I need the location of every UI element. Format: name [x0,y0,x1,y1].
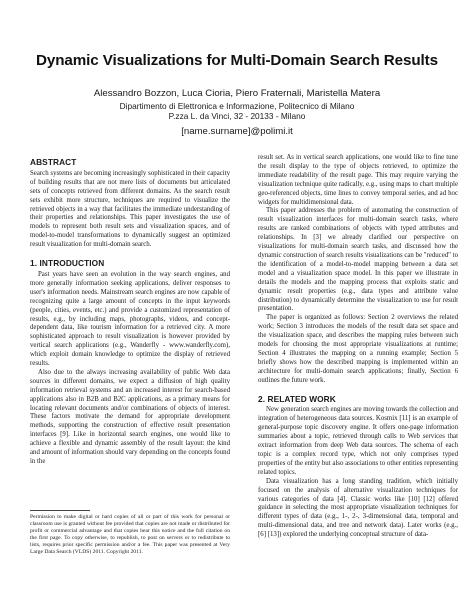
abstract-heading: ABSTRACT [30,157,77,167]
email: [name.surname]@polimi.it [181,126,293,137]
related-work-paragraph-2: Data visualization has a long standing tradition, which initially focused on the analysis of alternative visualization techniques for various categories of data [4]. Classic works like [10] [12] offered guidance in selecting the most appropriate visualization techniques for different types of data (e.g., 1-, 2-, 3-dimensional data, temporal and multi-dimensional data, and tree and network data). Later works (e.g., [6] [13]) explored the underlying conceptual structure of data- [258,477,458,539]
introduction-paragraph-2: Also due to the always increasing availability of public Web data sources in different domains, we expect a diffusion of high quality information retrieval systems and an increased interest for search-based applications also in B2B and B2C applications, as a primary means for locating relevant documents and/or combinations of objects of interest. These factors motivate the demand for appropriate development methods, supporting the construction of effective result presentation interfaces [9]. Like in horizontal search engines, one would like to achieve a flexible and dynamic assembly of the result layout: the kind and amount of information should vary depending on the concepts found in the [30,368,230,465]
affiliation-line-2: P.zza L. da Vinci, 32 - 20133 - Milano [168,111,306,121]
related-work-paragraph-1: New generation search engines are moving towards the collection and integration of heterogeneous data sources. Kosmix [11] is an example of general-purpose topic discovery engine. It offers one-page information summaries about a topic, retrieved through calls to Web services that extract information from deep Web data sources. The schema of each topic is a complex record type, which not only comprises typed properties of the entity but also associations to other entities representing related topics. [258,406,458,476]
permission-footnote: Permission to make digital or hard copies of all or part of this work for personal or classroom use is granted without fee provided that copies are not made or distributed for profit or commercial advantage and that copies bear this notice and the full citation on the first page. To copy otherwise, to republish, to post on servers or to redistribute to lists, requires prior specific permission and/or a fee. This paper was presented at Very Large Data Search (VLDS) 2011. Copyright 2011. [30,514,230,555]
introduction-paragraph-1: Past years have seen an evolution in the way search engines, and more generally information seeking applications, deliver responses to user's information needs. Mainstream search engines are now capable of recognizing quite a large amount of concepts in the input keywords (people, cities, events, etc.) and provide a customized representation of results, e.g., by including maps, photographs, videos, and concept-dependent data, like tourism information for a retrieved city. A more sophisticated approach to result visualization is however provided by vertical search applications (e.g., Wanderfly - www.wanderfly.com), which exploit domain knowledge to optimize the display of retrieved results. [30,270,230,368]
authors: Alessandro Bozzon, Luca Cioria, Piero Fraternali, Maristella Matera [93,88,381,99]
paper-title: Dynamic Visualizations for Multi-Domain Search Results [36,52,438,69]
intro-continued-paragraph: result set. As in vertical search applications, one would like to fine tune the result display to the type of objects retrieved, to optimize the immediate readability of the result page. This may require varying the visualization technique quite radically, e.g., using maps to chart multiple geo-referenced objects, time lines to convey temporal series, and ad hoc widgets for multidimensional data. [258,154,458,206]
introduction-heading: 1. INTRODUCTION [30,258,105,269]
footnote-divider [30,510,90,511]
related-work-heading: 2. RELATED WORK [258,393,336,404]
right-column [258,154,458,540]
left-column [30,158,230,467]
affiliation-line-1: Dipartimento di Elettronica e Informazione, Politecnico di Milano [119,101,355,111]
intro-paragraph-4: The paper is organized as follows: Section 2 overviews the related work; Section 3 introduces the models of the result data set space and the visualization space, and describes the mapping rules between such models for choosing the most appropriate visualizations at runtime; Section 4 illustrates the mapping on a running example; Section 5 briefly shows how the described mapping is implemented within an architecture for multi-domain search applications; finally, Section 6 outlines the future work. [258,314,458,384]
intro-paragraph-3: This paper addresses the problem of automating the construction of result visualization interfaces for multi-domain search tasks, where results are ranked combinations of objects with typed attributes and relationships. In [3] we already clarified our perspective on visualizations for multi-domain search tasks, and discussed how the dynamic construction of search results visualizations can be "reduced" to the identification of a model-to-model mapping between a data set model and a visualization space model. In this paper we illustrate in details the models and the mapping process that exploits static and dynamic result properties (e.g., data types and attribute value distribution) to dynamically determine the visualization to use for result presentation. [258,207,458,313]
abstract-text: Search systems are becoming increasingly sophisticated in their capacity of building results that are not mere lists of documents but articulated sets of concepts retrieved from different domains. As the search result sets exhibit more structure, techniques are required to visualize the retrieved objects in a way that facilitates the immediate understanding of their properties and relationships. This paper investigates the use of models to represent both result sets and visualization spaces, and of model-to-model transformations to dynamically suggest an optimized result visualization for multi-domain search. [30,169,230,249]
